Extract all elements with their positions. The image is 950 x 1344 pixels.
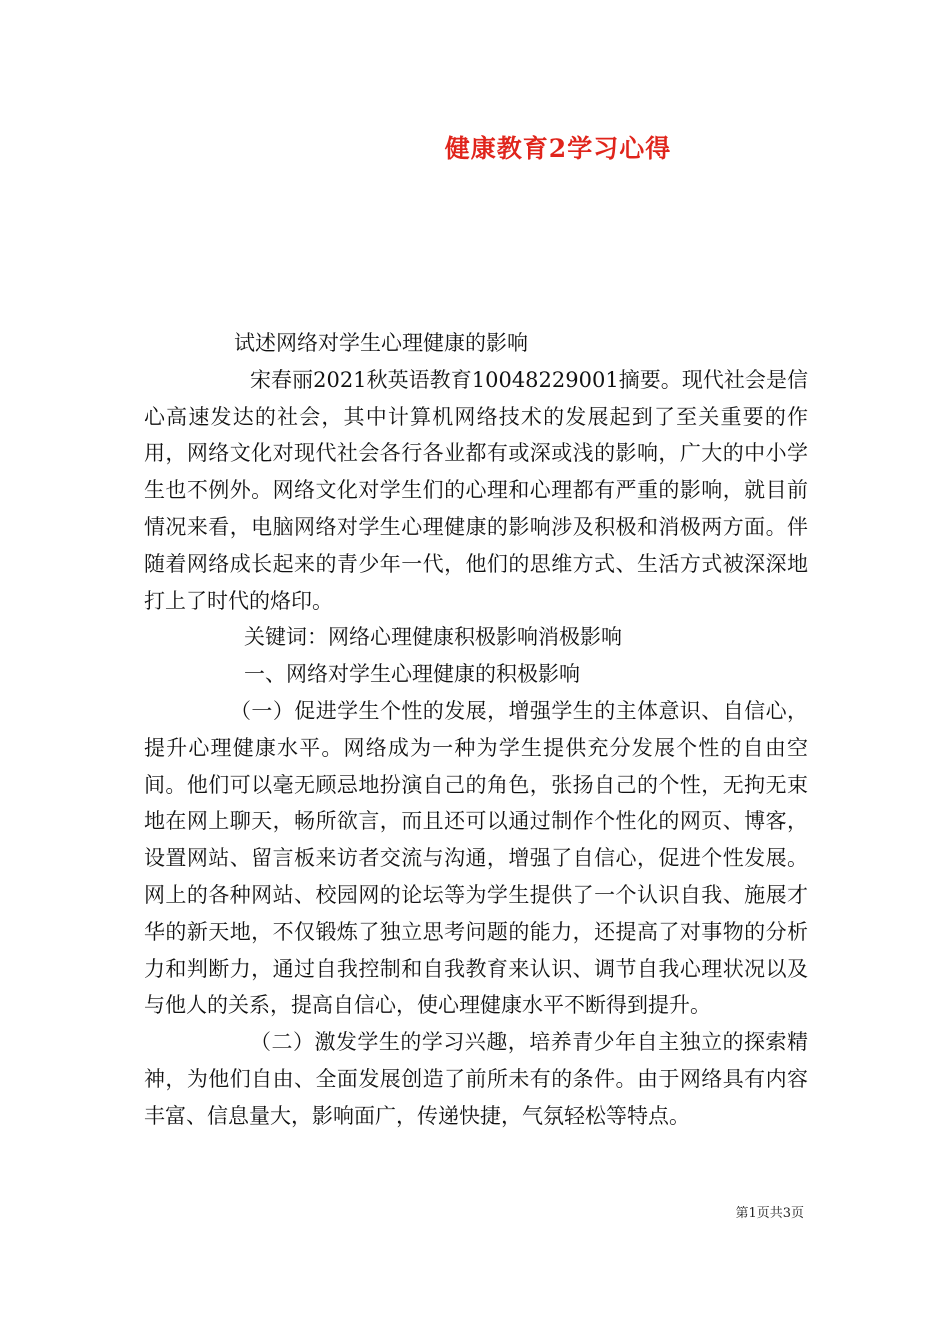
- document-body: [144, 325, 808, 1135]
- section-heading: 一、网络对学生心理健康的积极影响: [244, 662, 580, 687]
- article-subtitle: 试述网络对学生心理健康的影响: [234, 331, 528, 355]
- abstract-paragraph: 宋春丽2021秋英语教育10048229001摘要。现代社会是信心高速发达的社会，其中计算机网络技术的发展起到了至关重要的作用，网络文化对现代社会各行各业都有或深或浅的影响，广大的中小学生也不例外。网络文化对学生们的心理和心理都有严重的影响，就目前情况来看，电脑网络对学生心理健康的影响涉及积极和消极两方面。伴随着网络成长起来的青少年一代，他们的思维方式、生活方式被深深地打上了时代的烙印。: [144, 367, 808, 613]
- body-paragraph-2: （二）激发学生的学习兴趣，培养青少年自主独立的探索精神，为他们自由、全面发展创造了前所未有的条件。由于网络具有内容丰富、信息量大，影响面广，传递快捷，气氛轻松等特点。: [144, 1030, 808, 1128]
- body-paragraph-1: （一）促进学生个性的发展，增强学生的主体意识、自信心，提升心理健康水平。网络成为一种为学生提供充分发展个性的自由空间。他们可以毫无顾忌地扮演自己的角色，张扬自己的个性，无拘无束地在网上聊天，畅所欲言，而且还可以通过制作个性化的网页、博客，设置网站、留言板来访者交流与沟通，增强了自信心，促进个性发展。网上的各种网站、校园网的论坛等为学生提供了一个认识自我、施展才华的新天地，不仅锻炼了独立思考问题的能力，还提高了对事物的分析力和判断力，通过自我控制和自我教育来认识、调节自我心理状况以及与他人的关系，提高自信心，使心理健康水平不断得到提升。: [144, 698, 808, 1018]
- document-title: 健康教育2学习心得: [444, 134, 672, 163]
- keywords-line: 关键词：网络心理健康积极影响消极影响: [244, 625, 622, 650]
- page-number-footer: 第1页共3页: [735, 1206, 804, 1221]
